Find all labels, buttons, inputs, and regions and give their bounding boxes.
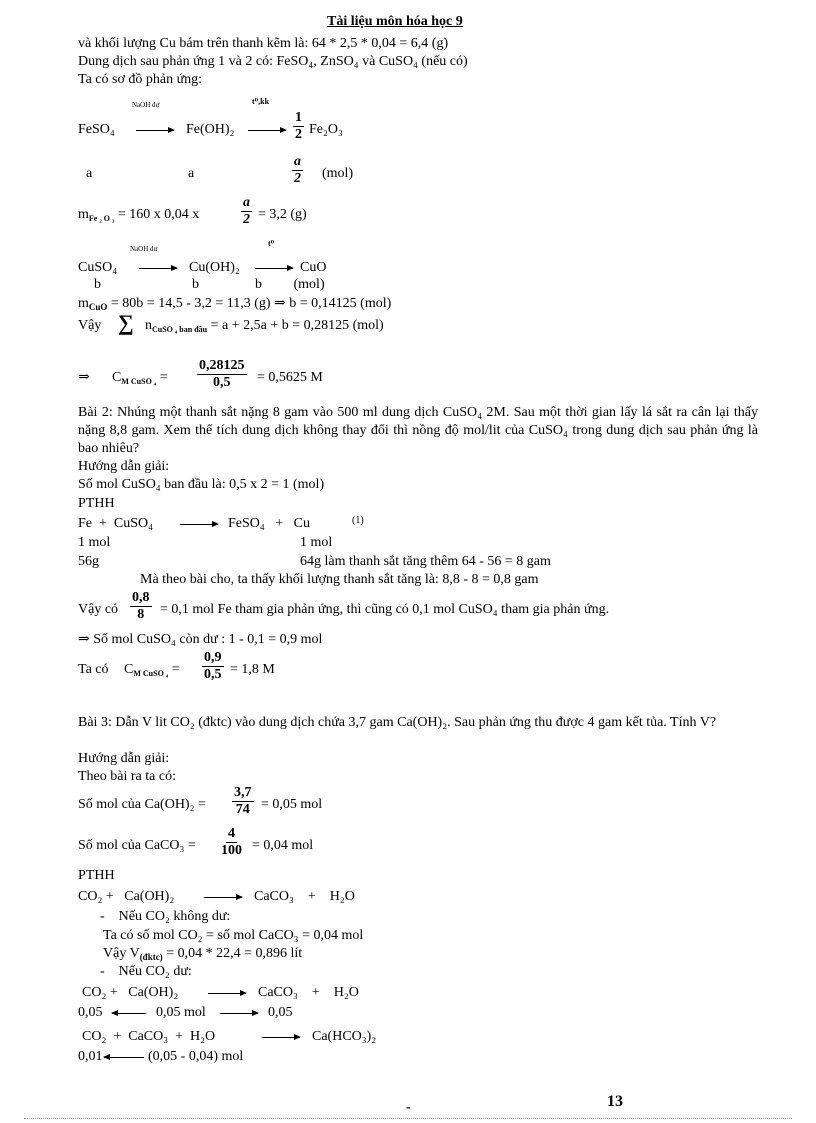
text: = 0,04 mol [252, 838, 314, 853]
equation-number: (1) [352, 515, 364, 526]
left-arrow [112, 1013, 146, 1014]
text-line: ⇒ Số mol CuSO₄ còn dư : 1 - 0,1 = 0,9 mol [78, 632, 323, 647]
text: 0,01 [78, 1049, 103, 1064]
formula: FeSO₄ [78, 122, 115, 137]
page-number: 13 [607, 1093, 623, 1110]
equation-line: $m_{CuO} = 80b = 14,5 - 3,2 = 11,3$ (g) ⇒ b = 0,14125 (mol) [78, 296, 392, 312]
text-line: - Nếu CO₂ dư: [100, 964, 192, 979]
reaction-arrow [136, 130, 174, 131]
text: Ta có [78, 662, 109, 677]
text: a [86, 166, 93, 181]
paragraph: Bài 2: Nhúng một thanh sắt nặng 8 gam vào 500 ml dung dịch CuSO₄ 2M. Sau một thời gian lấy lá sắt ra cân lại thấy nặng 8,8 gam. Xem thể tích dung dịch không thay đổi thì nồng độ mol/lit của CuSO₄ trong dung dịch sau phản ứng là bao nhiêu? [78, 405, 758, 456]
reaction-condition: t⁰ [268, 239, 275, 248]
text: a [188, 166, 195, 181]
paragraph: Bài 3: Dẫn V lit CO₂ (đktc) vào dung dịch chứa 3,7 gam Ca(OH)₂. Sau phản ứng thu được 4 gam kết tủa. Tính V? [78, 715, 717, 730]
formula: CaCO₃ + H₂O [254, 889, 355, 904]
text: 0,05 [78, 1005, 103, 1020]
formula: CuO [300, 260, 327, 275]
reaction-condition: NaOH dư [130, 245, 158, 253]
reaction-arrow [262, 1037, 300, 1038]
sigma-symbol: ∑ [118, 310, 134, 335]
formula: CaCO₃ + H₂O [258, 985, 359, 1000]
reaction-arrow [180, 524, 218, 525]
text: 1 mol [300, 535, 333, 550]
text-line: Ta có số mol CO₂ = số mol CaCO₃ = 0,04 mol [103, 928, 364, 943]
reaction-arrow [139, 268, 177, 269]
fraction: $\frac{4}{100}$ [221, 826, 242, 858]
reaction-arrow [248, 130, 286, 131]
text-line: Dung dịch sau phản ứng 1 và 2 có: FeSO₄, ZnSO₄ và CuSO₄ (nếu có) [78, 54, 468, 69]
reaction-arrow [208, 993, 246, 994]
formula: Fe + CuSO₄ [78, 516, 154, 531]
text: 1 mol [78, 535, 111, 550]
formula: FeSO₄ + Cu [228, 516, 311, 531]
text: (mol) [322, 166, 354, 181]
text-line: = 0,1 mol Fe tham gia phản ứng, thì cũng có 0,1 mol CuSO₄ tham gia phản ứng. [160, 602, 610, 617]
reaction-arrow [204, 897, 242, 898]
implies-arrow: ⇒ [78, 370, 90, 385]
text-line: và khối lượng Cu bám trên thanh kẽm là: 64 * 2,5 * 0,04 = 6,4 (g) [78, 36, 449, 51]
formula: Ca(HCO₃)₂ [312, 1029, 377, 1044]
left-arrow [104, 1057, 144, 1058]
equation-line: $m_{Fe _2 O _3} = 160$ x 0,04 x [78, 207, 200, 223]
text: 64g làm thanh sắt tăng thêm 64 - 56 = 8 gam [300, 554, 551, 569]
footer-rule [24, 1118, 792, 1119]
fraction: $\frac{a}{2}$ [294, 154, 301, 186]
text: 56g [78, 554, 99, 569]
text: = 1,8 M [230, 662, 275, 677]
fraction: $\frac{3,7}{74}$ [234, 785, 252, 817]
equation-line: Vậy $V_{(đktc)} = 0,04 * 22,4 = 0,896$ lít [103, 946, 303, 962]
text-line: Hướng dẫn giải: [78, 751, 170, 766]
formula: Fe(OH)₂ [186, 122, 235, 137]
text: Số mol của CaCO₃ = [78, 838, 196, 853]
equation-line: $C_{M CuSO _4}$ = [124, 662, 180, 678]
reaction-arrow [255, 268, 293, 269]
fraction: $\frac{0,28125}{0,5}$ [199, 358, 245, 390]
text: = 0,5625 M [257, 370, 323, 385]
text-line: Ta có sơ đồ phản ứng: [78, 72, 203, 87]
formula: Fe₂O₃ [309, 122, 343, 137]
fraction: $\frac{a}{2}$ [243, 195, 250, 227]
footer-dash: - [406, 1100, 411, 1115]
reaction-condition: t⁰,kk [252, 97, 270, 106]
text: 0,05 [268, 1005, 293, 1020]
text-line: b b b (mol) [94, 277, 325, 292]
page-title: Tài liệu môn hóa học 9 [327, 14, 463, 29]
fraction: $\frac{1}{2}$ [295, 110, 302, 142]
fraction: $\frac{0,8}{8}$ [132, 590, 150, 622]
text-line: Theo bài ra ta có: [78, 769, 176, 784]
text: 0,05 mol [156, 1005, 206, 1020]
text: = 0,05 mol [261, 797, 323, 812]
text-line: Mà theo bài cho, ta thấy khối lượng thanh sắt tăng là: 8,8 - 8 = 0,8 gam [140, 572, 539, 587]
formula: CuSO₄ [78, 260, 118, 275]
formula: CO₂ + Ca(OH)₂ [78, 889, 175, 904]
equation-line: $n_{CuSO _4 ban đầu} = a + 2,5a + b = 0,28125$ (mol) [145, 318, 384, 334]
formula: CO₂ + Ca(OH)₂ [82, 985, 179, 1000]
formula: CO₂ + CaCO₃ + H₂O [82, 1029, 216, 1044]
equation-line: $C_{M CuSO _4}$ = [112, 370, 168, 386]
text: Vậy [78, 318, 102, 333]
text: Số mol của Ca(OH)₂ = [78, 797, 206, 812]
text-line: Hướng dẫn giải: [78, 459, 170, 474]
text-line: PTHH [78, 496, 115, 511]
reaction-arrow [220, 1013, 258, 1014]
text: Vậy có [78, 602, 119, 617]
text-line: - Nếu CO₂ không dư: [100, 909, 231, 924]
text: = 3,2 (g) [258, 207, 307, 222]
text-line: PTHH [78, 868, 115, 883]
reaction-condition: NaOH dư [132, 101, 160, 109]
formula: Cu(OH)₂ [189, 260, 240, 275]
text-line: Số mol CuSO₄ ban đầu là: 0,5 x 2 = 1 (mol) [78, 477, 325, 492]
text: (0,05 - 0,04) mol [148, 1049, 244, 1064]
fraction: $\frac{0,9}{0,5}$ [204, 650, 222, 682]
